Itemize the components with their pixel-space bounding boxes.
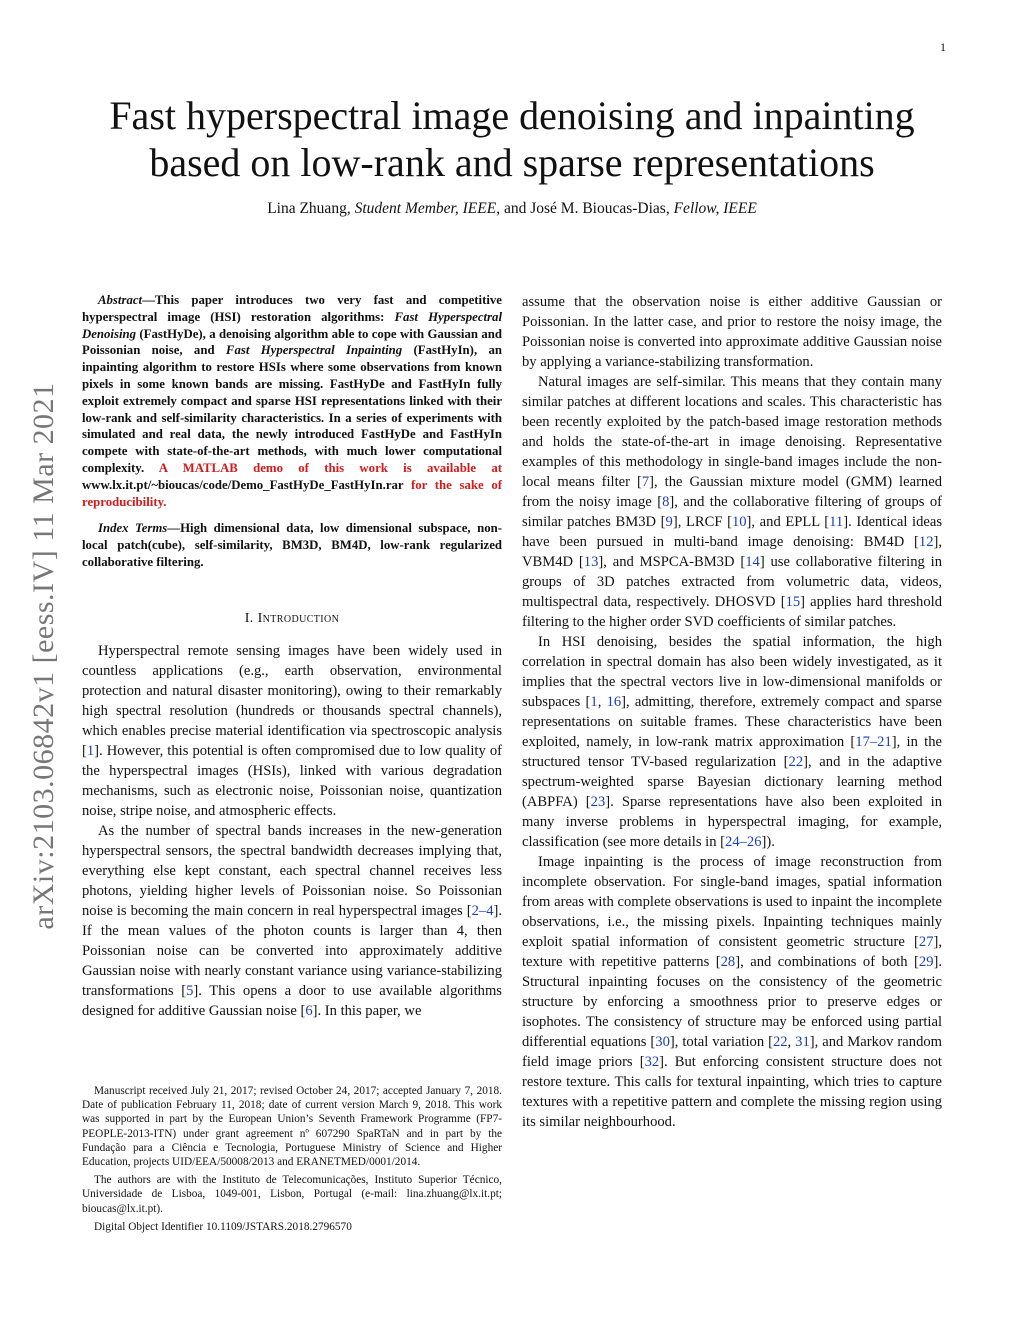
citation-link[interactable]: 14 [745,554,760,570]
index-terms-text: —High dimensional data, low dimensional subspace, non-local patch(cube), self-similarity, BM3D, BM4D, low-rank regularized collaborative filtering. [82,521,502,569]
citation-link[interactable]: 29 [918,954,934,970]
author-line [80,200,944,218]
citation-link[interactable]: 32 [644,1054,660,1070]
abstract-fastHyDe: Fast Hyperspectral Denoising [82,309,502,341]
section-title: Introduction [257,610,340,626]
abstract-fastHyIn: Fast Hyperspectral Inpainting [225,343,403,358]
right-paragraph-3: Image inpainting is the process of image reconstruction from incomplete observation. For single-band images, spatial information from areas with complete observations is used to inpaint the incomplete observations, i.e., the missing pixels. Inpainting techniques mainly exploit spatial information of consistent geometric structure [27], texture with repetitive patterns [28], and combinations of both [29]. Structural inpainting focuses on the consistency of the geometric structure by enforcing a smoothness prior to preserve edges or isophotes. The consistency of structure may be enforced using partial differential equations [30], total variation [22, 31], and Markov random field image priors [32]. But enforcing consistent structure does not restore texture. This calls for textural inpainting, which tries to capture textures with a repetitive pattern and complete the missing region using its similar neighbourhood. [522,854,943,1130]
citation-link[interactable]: 12 [918,534,934,550]
citation-link[interactable]: 11 [829,514,844,530]
citation-link[interactable]: 9 [665,514,673,530]
citation-link[interactable]: 1 [86,742,95,759]
footnote-affiliation: The authors are with the Instituto de Telecomunicações, Instituto Superior Técnico, Universidade de Lisboa, 1049-001, Lisbon, Portugal (e-mail: lina.zhuang@lx.it.pt; bioucas@lx.it.pt). [82,1174,502,1215]
footnote-manuscript: Manuscript received July 21, 2017; revised October 24, 2017; accepted January 7, 2018. Date of publication February 11, 2018; date of current version March 9, 2018. This work was supported in part by the European Union’s Seventh Framework Programme (FP7-PEOPLE-2013-ITN) under grant agreement nº 607290 SpaRTaN and in part by the Fundação para a Ciência e Tecnologia, Portuguese Ministry of Science and Higher Education, projects UID/EEA/50008/2013 and ERANETMED/0001/2014. [82,1085,502,1169]
intro-paragraph-2: As the number of spectral bands increases in the new-generation hyperspectral sensors, the spectral bandwidth decreases implying that, everything else kept constant, each spectral channel receives less photons, yielding higher levels of Poissonian noise. So Poissonian noise is becoming the main concern in real hyperspectral images [2–4]. If the mean values of the photon counts is larger than 4, then Poissonian noise can be converted into approximately additive Gaussian noise with nearly constant variance using variance-stabilizing transformations [5]. This opens a door to use available algorithms designed for additive Gaussian noise [6]. In this paper, we [82,822,502,1019]
citation-link[interactable]: 5 [186,982,194,999]
abstract-demo-note: A MATLAB demo of this work is available at [158,460,502,475]
abstract [82,292,502,571]
citation-link[interactable]: 16 [606,694,622,710]
citation-link[interactable]: 2–4 [471,902,494,919]
citation-link[interactable]: 13 [583,554,599,570]
abstract-text-2: (FastHyDe), a denoising algorithm able to cope with Gaussian and Poissonian noise, and [82,326,502,358]
citation-link[interactable]: 8 [662,494,670,510]
abstract-label: Abstract [98,293,143,307]
right-paragraph-0: assume that the observation noise is either additive Gaussian or Poissonian. In the latter case, and prior to restore the noisy image, the Poissonian noise is converted into approximate additive Gaussian noise by applying a variance-stabilizing transformation. [522,294,942,370]
right-column [522,292,942,1132]
citation-link[interactable]: 30 [655,1034,670,1050]
footnote-doi: Digital Object Identifier 10.1109/JSTARS.2018.2796570 [94,1220,352,1233]
author-1-role: Student Member, IEEE, [354,200,501,217]
arxiv-stamp: arXiv:2103.06842v1 [eess.IV] 11 Mar 2021 [27,382,60,930]
right-paragraph-1: Natural images are self-similar. This means that they contain many similar patches at different locations and scales. This characteristic has been recently exploited by the patch-based image restoration methods and holds the state-of-the-art in image denoising. Representative examples of this methodology in single-band images include the non-local means filter [7], the Gaussian mixture model (GMM) learned from the noisy image [8], and the collaborative filtering of groups of similar patches BM3D [9], LRCF [10], and EPLL [11]. Identical ideas have been pursued in multi-band image denoising: BM4D [12], VBM4D [13], and MSPCA-BM3D [14] use collaborative filtering in groups of 3D patches extracted from volumetric data, videos, multispectral data, respectively. DHOSVD [15] applies hard threshold filtering to the higher order SVD coefficients of similar patches. [522,374,942,630]
title-line-1: Fast hyperspectral image denoising and inpainting [109,93,915,138]
page-number: 1 [940,40,946,54]
citation-link[interactable]: 10 [731,514,747,530]
citation-link[interactable]: 27 [918,934,934,950]
author-and: and [503,200,527,217]
title-line-2: based on low-rank and sparse representations [149,140,875,185]
citation-link[interactable]: 31 [795,1034,810,1050]
citation-link[interactable]: 1 [590,694,598,710]
section-heading-introduction [82,609,502,629]
citation-link[interactable]: 23 [590,794,606,810]
citation-link[interactable]: 6 [305,1002,313,1019]
intro-paragraph-1: Hyperspectral remote sensing images have been widely used in countless applications (e.g., earth observation, environmental protection and natural disaster monitoring), owing to their remarkably high spectral resolution (hundreds or thousands spectral channels), which enables precise material identification via spectroscopic analysis [1]. However, this potential is often compromised due to low quality of the hyperspectral images (HSIs), linked with various degradation mechanisms, such as electronic noise, Poissonian noise, quantization noise, stripe noise, and atmospheric effects. [82,642,502,819]
author-2: José M. Bioucas-Dias, [530,200,670,217]
citation-link[interactable]: 22 [788,754,804,770]
citation-link[interactable]: 28 [720,954,736,970]
citation-link[interactable]: 15 [785,594,801,610]
section-number: I. [244,610,254,626]
demo-url-link[interactable]: www.lx.it.pt/~bioucas/code/Demo_FastHyDe_FastHyIn.rar [82,477,412,492]
citation-link[interactable]: 17–21 [855,734,892,750]
author-2-role: Fellow, IEEE [673,200,757,217]
author-1: Lina Zhuang, [267,200,351,217]
citation-link[interactable]: 22 [772,1034,788,1050]
abstract-text-3: (FastHyIn), an inpainting algorithm to restore HSIs where some observations from known pixels in some known bands are missing. FastHyDe and FastHyIn fully exploit extremely compact and sparse HSI representations linked with their low-rank and self-similarity characteristics. In a series of experiments with simulated and real data, the newly introduced FastHyDe and FastHyIn compete with state-of-the-art methods, with much lower computational complexity. [82,343,502,475]
citation-link[interactable]: 24–26 [725,834,762,850]
abstract-text-1: —This paper introduces two very fast and competitive hyperspectral image (HSI) restoration algorithms: [82,293,502,324]
paper-title [80,92,944,186]
citation-link[interactable]: 7 [641,474,650,490]
index-terms-label: Index Terms [98,521,168,536]
right-paragraph-2: In HSI denoising, besides the spatial information, the high correlation in spectral domain has also been widely investigated, as it implies that the spectral vectors live in low-dimensional manifolds or subspaces [1, 16], admitting, therefore, extremely compact and sparse representations on suitable frames. These characteristics have been exploited, namely, in low-rank matrix approximation [17–21], in the structured tensor TV-based regularization [22], and in the adaptive spectrum-weighted sparse Bayesian dictionary learning method (ABPFA) [23]. Sparse representations have also been exploited in many inverse problems in hyperspectral imaging, for example, classification (see more details in [24–26]). [522,634,943,850]
left-column [82,292,502,1021]
abstract-reproducibility: for the sake of reproducibility. [82,477,502,509]
footnotes [82,1084,502,1238]
